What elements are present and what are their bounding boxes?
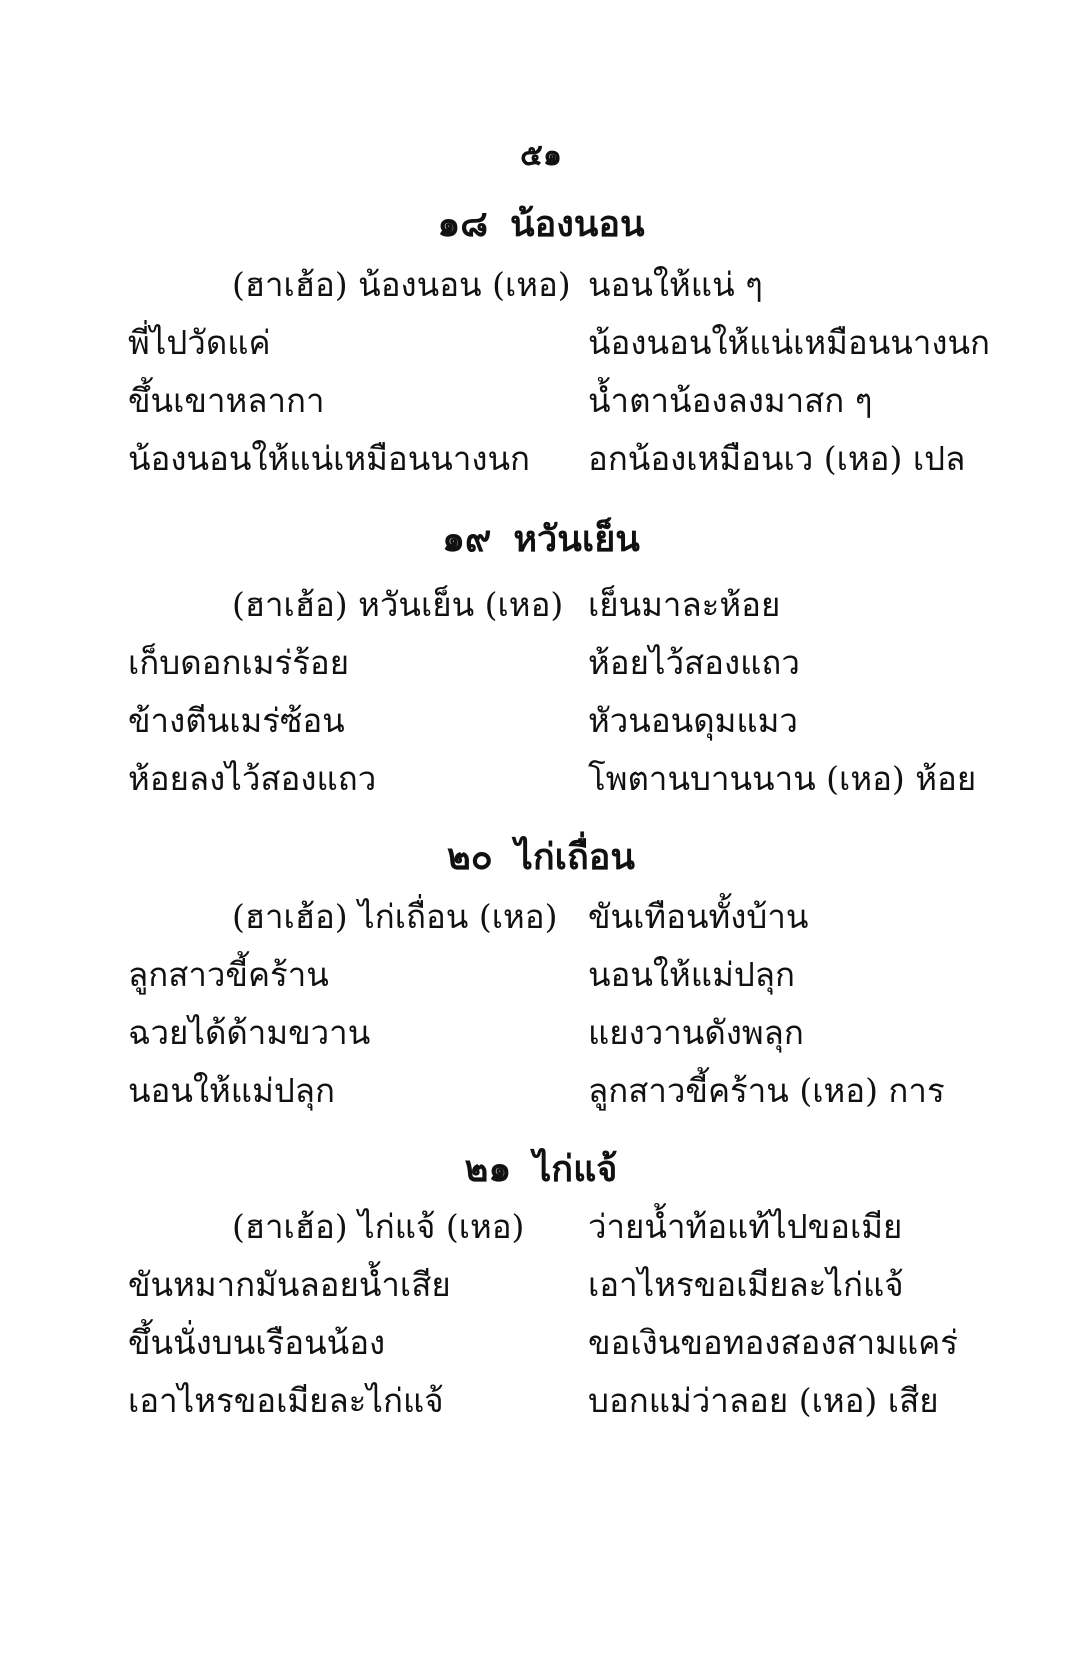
verse-line-right: ลูกสาวขี้คร้าน (เหอ) การ xyxy=(588,1071,945,1110)
verse-line-right: น้องนอนให้แน่เหมือนนางนก xyxy=(588,323,991,362)
verse-line-left: ขึ้นเขาหลากา xyxy=(128,381,325,420)
verse-line-left: นอนให้แม่ปลุก xyxy=(128,1071,335,1110)
verse-line-left: ขึ้นนั่งบนเรือนน้อง xyxy=(128,1323,386,1362)
section-title xyxy=(0,828,1082,885)
verse-line-right: น้ำตาน้องลงมาสก ๆ xyxy=(588,381,873,420)
section-title-text: น้องนอน xyxy=(509,203,645,245)
verse-intro-right: นอนให้แน่ ๆ xyxy=(588,265,763,304)
verse-line-left: ขันหมากมันลอยน้ำเสีย xyxy=(128,1265,451,1304)
verse-intro-left: (ฮาเฮ้อ) ไก่เถื่อน (เหอ) xyxy=(232,897,558,936)
section-title xyxy=(0,1140,1082,1197)
verse-line-left: ลูกสาวขี้คร้าน xyxy=(128,955,329,994)
section-number: ๑๘ xyxy=(437,203,488,245)
verse-line-left: เก็บดอกเมร่ร้อย xyxy=(128,643,350,682)
verse-line-left: ฉวยได้ด้ามขวาน xyxy=(128,1013,371,1052)
verse-intro-left: (ฮาเฮ้อ) หวันเย็น (เหอ) xyxy=(232,585,564,624)
verse-line-right: เอาไหรขอเมียละไก่แจ้ xyxy=(588,1265,904,1304)
section-number: ๑๙ xyxy=(442,518,492,560)
verse-intro-left: (ฮาเฮ้อ) น้องนอน (เหอ) xyxy=(232,265,571,304)
section-title-text: ไก่แจ้ xyxy=(533,1148,618,1190)
verse-line-left: พี่ไปวัดแค่ xyxy=(128,323,271,362)
verse-line-right: แยงวานดังพลุก xyxy=(588,1013,804,1052)
verse-line-left: ข้างตีนเมร่ซ้อน xyxy=(128,701,345,740)
verse-line-right: โพตานบานนาน (เหอ) ห้อย xyxy=(588,759,977,798)
verse-line-right: ขอเงินขอทองสองสามแคร่ xyxy=(588,1323,958,1362)
section-title-text: หวันเย็น xyxy=(513,518,640,560)
verse-intro-left: (ฮาเฮ้อ) ไก่แจ้ (เหอ) xyxy=(232,1207,525,1246)
verse-line-right: หัวนอนดุมแมว xyxy=(588,701,798,740)
verse-line-left: ห้อยลงไว้สองแถว xyxy=(128,759,377,798)
verse-line-right: ห้อยไว้สองแถว xyxy=(588,643,800,682)
section-title xyxy=(0,195,1082,252)
section-number: ๒๐ xyxy=(447,836,493,878)
section-number: ๒๑ xyxy=(464,1148,512,1190)
section-title xyxy=(0,510,1082,567)
verse-intro-right: ขันเทือนทั้งบ้าน xyxy=(588,897,809,936)
verse-line-left: น้องนอนให้แน่เหมือนนางนก xyxy=(128,439,531,478)
verse-intro-right: เย็นมาละห้อย xyxy=(588,585,781,624)
section-title-text: ไก่เถื่อน xyxy=(514,836,635,878)
page-number: ๕๑ xyxy=(520,138,562,173)
verse-intro-right: ว่ายน้ำท้อแท้ไปขอเมีย xyxy=(588,1207,903,1246)
verse-line-right: บอกแม่ว่าลอย (เหอ) เสีย xyxy=(588,1381,939,1420)
verse-line-right: อกน้องเหมือนเว (เหอ) เปล xyxy=(588,439,966,478)
verse-line-left: เอาไหรขอเมียละไก่แจ้ xyxy=(128,1381,444,1420)
verse-line-right: นอนให้แม่ปลุก xyxy=(588,955,795,994)
